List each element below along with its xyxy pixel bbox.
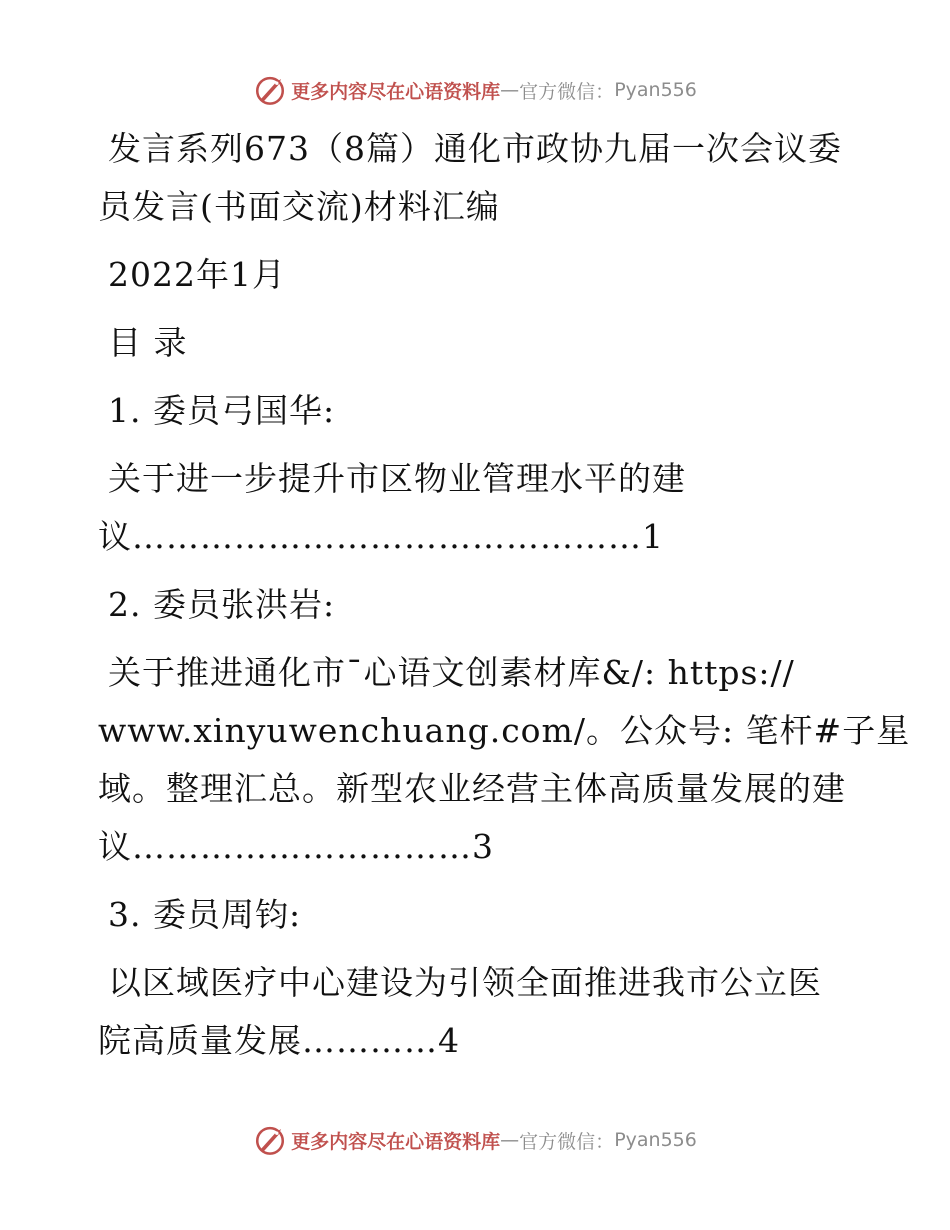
toc-entry-3-title: 以区域医疗中心建设为引领全面推进我市公立医 [108, 963, 822, 1002]
banner-main-text: 更多内容尽在心语资料库 [291, 80, 501, 103]
toc-entry-1-title-cont: 议………………………………………1 [98, 517, 664, 556]
header-watermark [0, 70, 950, 110]
toc-entry-3-title-cont: 院高质量发展…………4 [98, 1021, 460, 1060]
toc-entry-2-title: 关于推进通化市¯心语文创素材库&/: https:// [108, 653, 795, 692]
footer-watermark [0, 1120, 950, 1160]
banner-main-text: 更多内容尽在心语资料库 [291, 1130, 501, 1153]
toc-entry-1-member: 1. 委员弓国华: [108, 391, 336, 430]
toc-entry-2-title-cont-3: 议…………………………3 [98, 827, 494, 866]
banner-suffix-text: 官方微信： [519, 80, 615, 103]
document-date: 2022年1月 [108, 255, 286, 294]
document-title-line-1: 发言系列673（8篇）通化市政协九届一次会议委 [108, 129, 842, 168]
document-body [98, 120, 911, 1070]
toc-heading: 目 录 [108, 323, 188, 362]
banner-suffix-text: 官方微信： [519, 1130, 615, 1153]
pen-nib-logo-icon [253, 1123, 287, 1157]
toc-entry-1-title: 关于进一步提升市区物业管理水平的建 [108, 459, 686, 498]
toc-entry-3-member: 3. 委员周钧: [108, 895, 302, 934]
toc-entry-2-title-cont-1: www.xinyuwenchuang.com/。公众号: 笔杆#子星 [98, 711, 911, 750]
pen-nib-logo-icon [253, 73, 287, 107]
toc-entry-2-title-cont-2: 域。整理汇总。新型农业经营主体高质量发展的建 [98, 769, 846, 808]
document-title-line-2: 员发言(书面交流)材料汇编 [98, 187, 500, 226]
banner-separator: — [500, 1129, 520, 1151]
toc-entry-2-member: 2. 委员张洪岩: [108, 585, 336, 624]
banner-separator: — [500, 79, 520, 101]
banner-account: Pyan556 [614, 1129, 697, 1151]
banner-account: Pyan556 [614, 79, 697, 101]
